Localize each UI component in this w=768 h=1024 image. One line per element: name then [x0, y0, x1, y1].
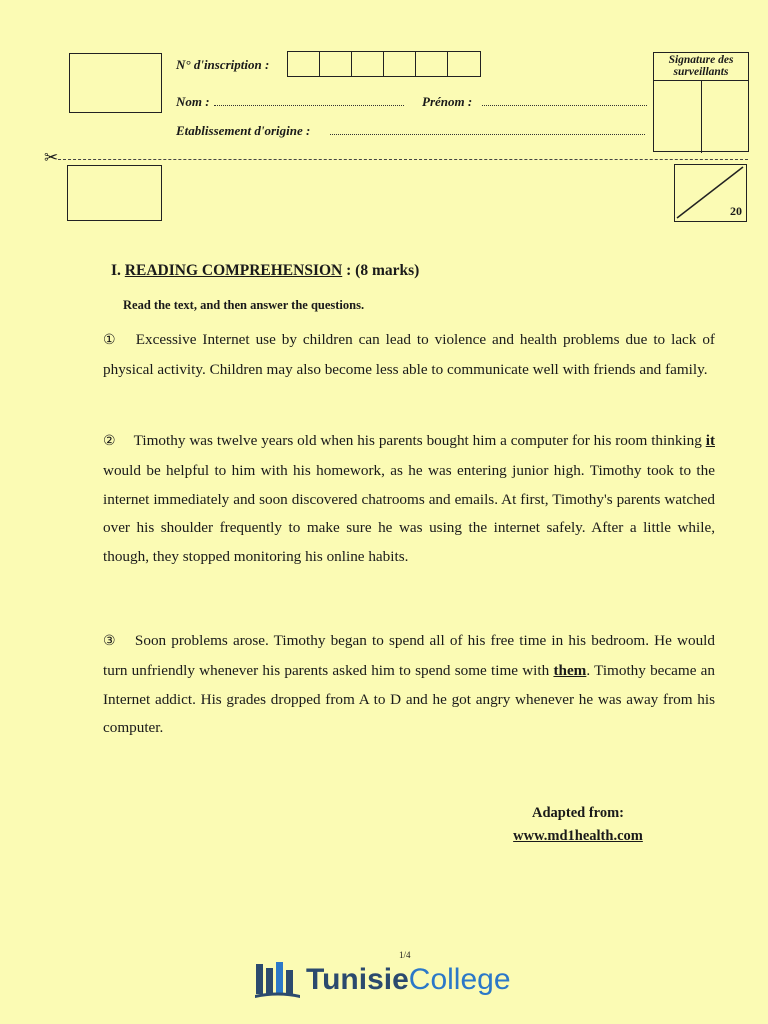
logo-text-college: College [408, 963, 511, 996]
cut-line [58, 159, 748, 160]
section-name: READING COMPREHENSION [124, 262, 343, 279]
paragraph-marker: ① [103, 333, 118, 348]
signature-box [653, 52, 749, 152]
prenom-label: Prénom : [422, 94, 473, 109]
paragraph-2: ② Timothy was twelve years old when his parents bought him a computer for his room thinking it would be helpful to him with his homework, as he was entering junior high. Timothy took to the internet immediately and soon discovered chatrooms and emails. At first, Timothy's parents watched over his shoulder frequently to make sure he was using the internet safely. After a little while, though, they stopped monitoring his online habits. [103, 432, 715, 566]
highlighted-word: them [553, 661, 587, 679]
tunisiecollege-logo [254, 958, 520, 1002]
etablissement-label: Etablissement d'origine : [176, 123, 311, 138]
paragraph-marker: ② [103, 434, 116, 449]
logo-text-tunisie: Tunisie [306, 963, 409, 996]
code-box [67, 165, 162, 221]
source-label: Adapted from: [532, 805, 624, 821]
highlighted-word: it [705, 432, 715, 449]
paragraph-3: ③ Soon problems arose. Timothy began to spend all of his free time in his bedroom. He would turn unfriendly whenever his parents asked him to spend some time with them. Timothy became an Internet addict. His grades dropped from A to D and he got angry whenever he was away from his computer. [103, 632, 715, 737]
score-max: 20 [730, 204, 742, 218]
photo-box [69, 53, 162, 113]
page-number: 1/4 [399, 950, 411, 960]
etablissement-field[interactable] [330, 134, 645, 135]
book-icon [254, 960, 302, 1000]
instruction: Read the text, and then answer the questions. [123, 298, 365, 312]
section-marks: : (8 marks) [346, 262, 420, 279]
scissors-icon: ✂ [44, 148, 59, 168]
inscription-number-cells[interactable] [287, 51, 481, 77]
score-box [674, 164, 747, 222]
source-url[interactable]: www.md1health.com [513, 828, 643, 844]
signature-label: Signature des surveillants [654, 53, 748, 81]
paragraph-1: ① Excessive Internet use by children can lead to violence and health problems due to lack of physical activity. Children may also become less able to communicate well with friends and family. [103, 331, 715, 378]
prenom-field[interactable] [482, 105, 647, 106]
inscription-label: N° d'inscription : [176, 57, 270, 72]
paragraph-marker: ③ [103, 634, 117, 649]
nom-field[interactable] [214, 105, 404, 106]
nom-label: Nom : [176, 94, 210, 109]
section-title: I. READING COMPREHENSION : (8 marks) [111, 262, 420, 279]
